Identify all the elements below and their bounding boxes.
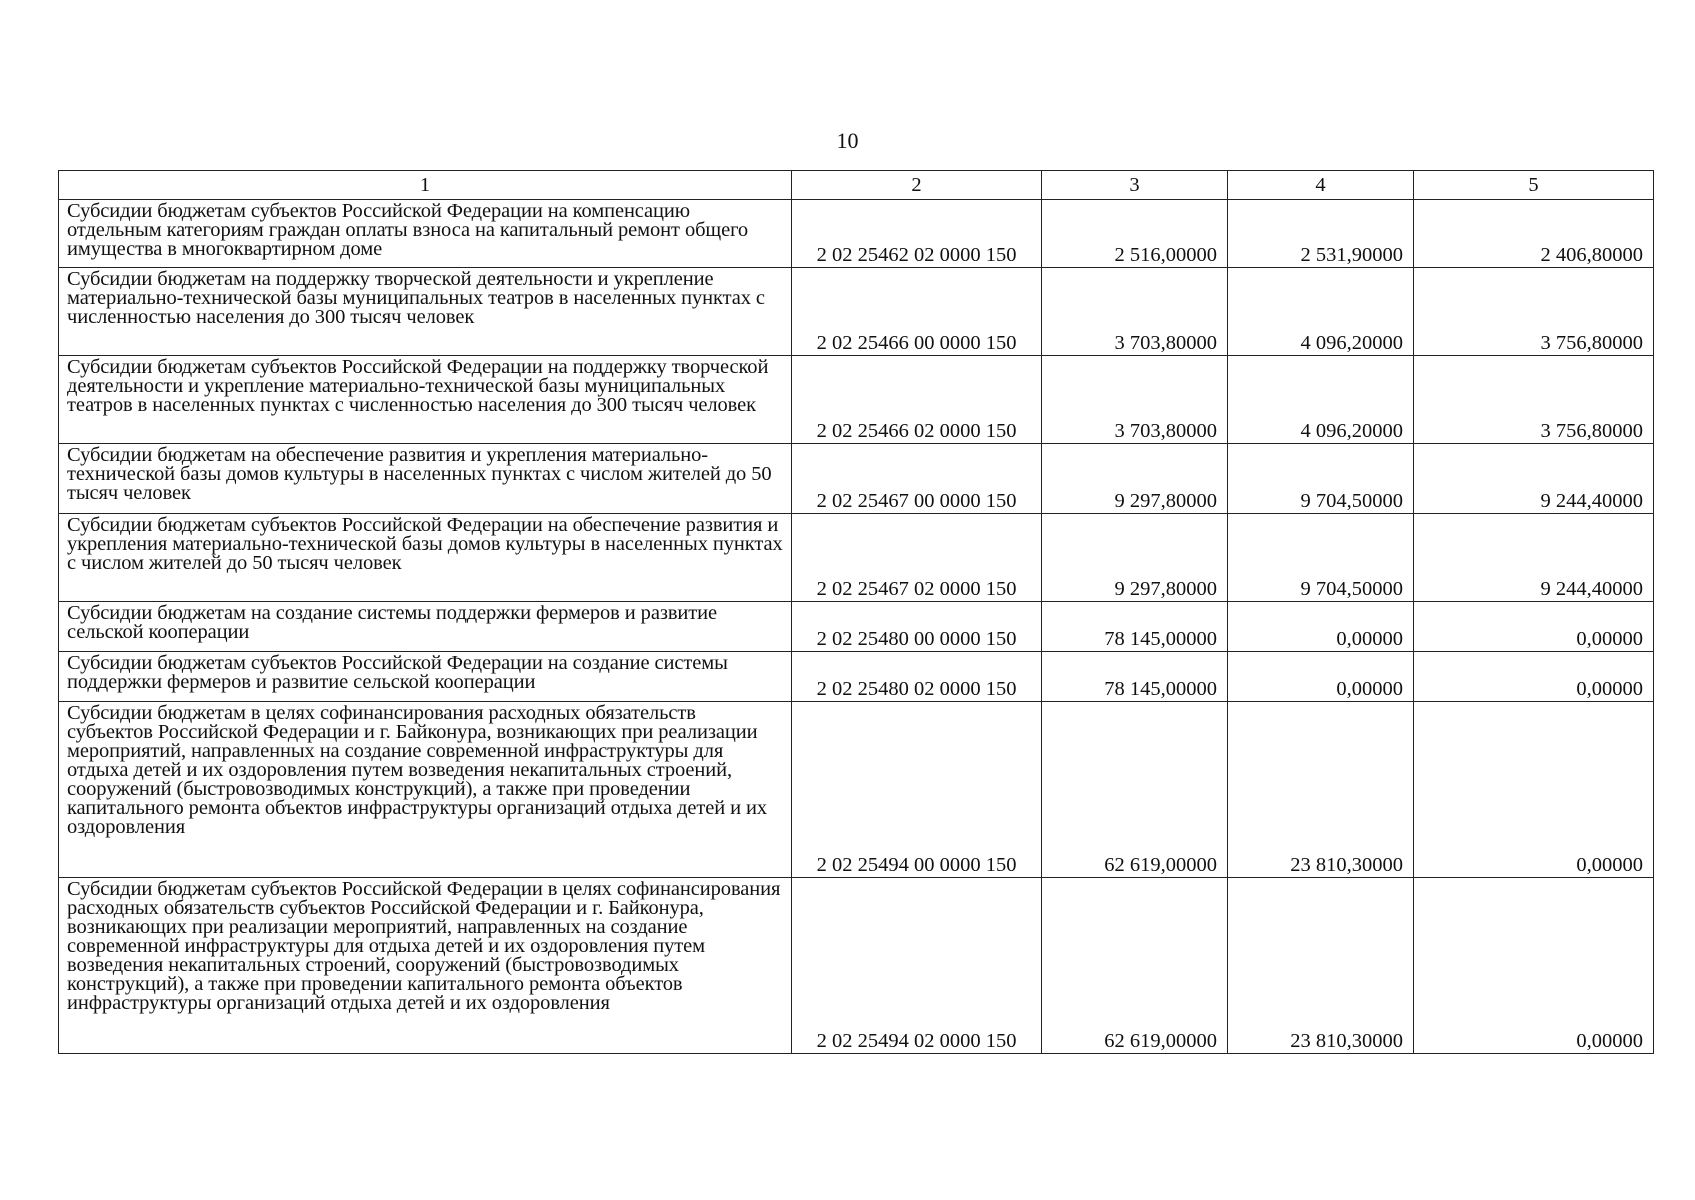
row-description: Субсидии бюджетам субъектов Российской Федерации на компенсацию отдельным категориям граждан оплаты взноса на капитальный ремонт общего имущества в многоквартирном доме [59, 200, 792, 268]
table-row [59, 652, 1654, 702]
row-code: 2 02 25466 02 0000 150 [792, 356, 1042, 444]
row-value-5: 9 244,40000 [1414, 444, 1654, 514]
row-code: 2 02 25480 02 0000 150 [792, 652, 1042, 702]
row-value-5: 0,00000 [1414, 602, 1654, 652]
row-code: 2 02 25467 02 0000 150 [792, 514, 1042, 602]
row-code: 2 02 25467 00 0000 150 [792, 444, 1042, 514]
table-row [59, 878, 1654, 1054]
row-value-3: 62 619,00000 [1042, 878, 1228, 1054]
row-code: 2 02 25494 02 0000 150 [792, 878, 1042, 1054]
row-value-4: 4 096,20000 [1228, 268, 1414, 356]
row-value-3: 62 619,00000 [1042, 702, 1228, 878]
row-value-4: 23 810,30000 [1228, 702, 1414, 878]
row-value-3: 9 297,80000 [1042, 444, 1228, 514]
row-description: Субсидии бюджетам на создание системы поддержки фермеров и развитие сельской кооперации [59, 602, 792, 652]
row-value-4: 0,00000 [1228, 652, 1414, 702]
table-row [59, 444, 1654, 514]
row-description: Субсидии бюджетам на обеспечение развития и укрепления материально-технической базы домов культуры в населенных пунктах с числом жителей до 50 тысяч человек [59, 444, 792, 514]
row-value-4: 0,00000 [1228, 602, 1414, 652]
page-number: 10 [836, 128, 859, 153]
row-code: 2 02 25494 00 0000 150 [792, 702, 1042, 878]
row-value-3: 3 703,80000 [1042, 268, 1228, 356]
row-value-5: 2 406,80000 [1414, 200, 1654, 268]
table-row [59, 702, 1654, 878]
row-value-5: 0,00000 [1414, 878, 1654, 1054]
column-header-4: 4 [1228, 171, 1414, 200]
row-value-3: 2 516,00000 [1042, 200, 1228, 268]
row-value-4: 9 704,50000 [1228, 514, 1414, 602]
row-code: 2 02 25480 00 0000 150 [792, 602, 1042, 652]
row-value-3: 3 703,80000 [1042, 356, 1228, 444]
row-description: Субсидии бюджетам в целях софинансирования расходных обязательств субъектов Российской Федерации и г. Байконура, возникающих при реализации мероприятий, направленных на создание современной инфраструктуры для отдыха детей и их оздоровления путем возведения некапитальных строений, сооружений (быстровозводимых конструкций), а также при проведении капитального ремонта объектов инфраструктуры организаций отдыха детей и их оздоровления [59, 702, 792, 878]
row-code: 2 02 25466 00 0000 150 [792, 268, 1042, 356]
row-description: Субсидии бюджетам субъектов Российской Федерации на создание системы поддержки фермеров и развитие сельской кооперации [59, 652, 792, 702]
row-value-5: 0,00000 [1414, 652, 1654, 702]
row-value-5: 3 756,80000 [1414, 356, 1654, 444]
table-row [59, 356, 1654, 444]
table-row [59, 268, 1654, 356]
row-value-4: 9 704,50000 [1228, 444, 1414, 514]
row-value-3: 78 145,00000 [1042, 652, 1228, 702]
row-value-4: 23 810,30000 [1228, 878, 1414, 1054]
row-value-3: 9 297,80000 [1042, 514, 1228, 602]
column-header-3: 3 [1042, 171, 1228, 200]
column-header-2: 2 [792, 171, 1042, 200]
row-value-5: 3 756,80000 [1414, 268, 1654, 356]
row-value-3: 78 145,00000 [1042, 602, 1228, 652]
row-description: Субсидии бюджетам субъектов Российской Федерации на обеспечение развития и укрепления материально-технической базы домов культуры в населенных пунктах с числом жителей до 50 тысяч человек [59, 514, 792, 602]
row-value-4: 4 096,20000 [1228, 356, 1414, 444]
row-code: 2 02 25462 02 0000 150 [792, 200, 1042, 268]
table-header-row [59, 171, 1654, 200]
table-row [59, 200, 1654, 268]
row-description: Субсидии бюджетам на поддержку творческой деятельности и укрепление материально-технической базы муниципальных театров в населенных пунктах с численностью населения до 300 тысяч человек [59, 268, 792, 356]
row-description: Субсидии бюджетам субъектов Российской Федерации в целях софинансирования расходных обязательств субъектов Российской Федерации и г. Байконура, возникающих при реализации мероприятий, направленных на создание современной инфраструктуры для отдыха детей и их оздоровления путем возведения некапитальных строений, сооружений (быстровозводимых конструкций), а также при проведении капитального ремонта объектов инфраструктуры организаций отдыха детей и их оздоровления [59, 878, 792, 1054]
table-row [59, 514, 1654, 602]
row-value-4: 2 531,90000 [1228, 200, 1414, 268]
table-row [59, 602, 1654, 652]
row-description: Субсидии бюджетам субъектов Российской Федерации на поддержку творческой деятельности и укрепление материально-технической базы муниципальных театров в населенных пунктах с численностью населения до 300 тысяч человек [59, 356, 792, 444]
column-header-1: 1 [59, 171, 792, 200]
row-value-5: 9 244,40000 [1414, 514, 1654, 602]
column-header-5: 5 [1414, 171, 1654, 200]
row-value-5: 0,00000 [1414, 702, 1654, 878]
budget-table [58, 170, 1654, 1054]
